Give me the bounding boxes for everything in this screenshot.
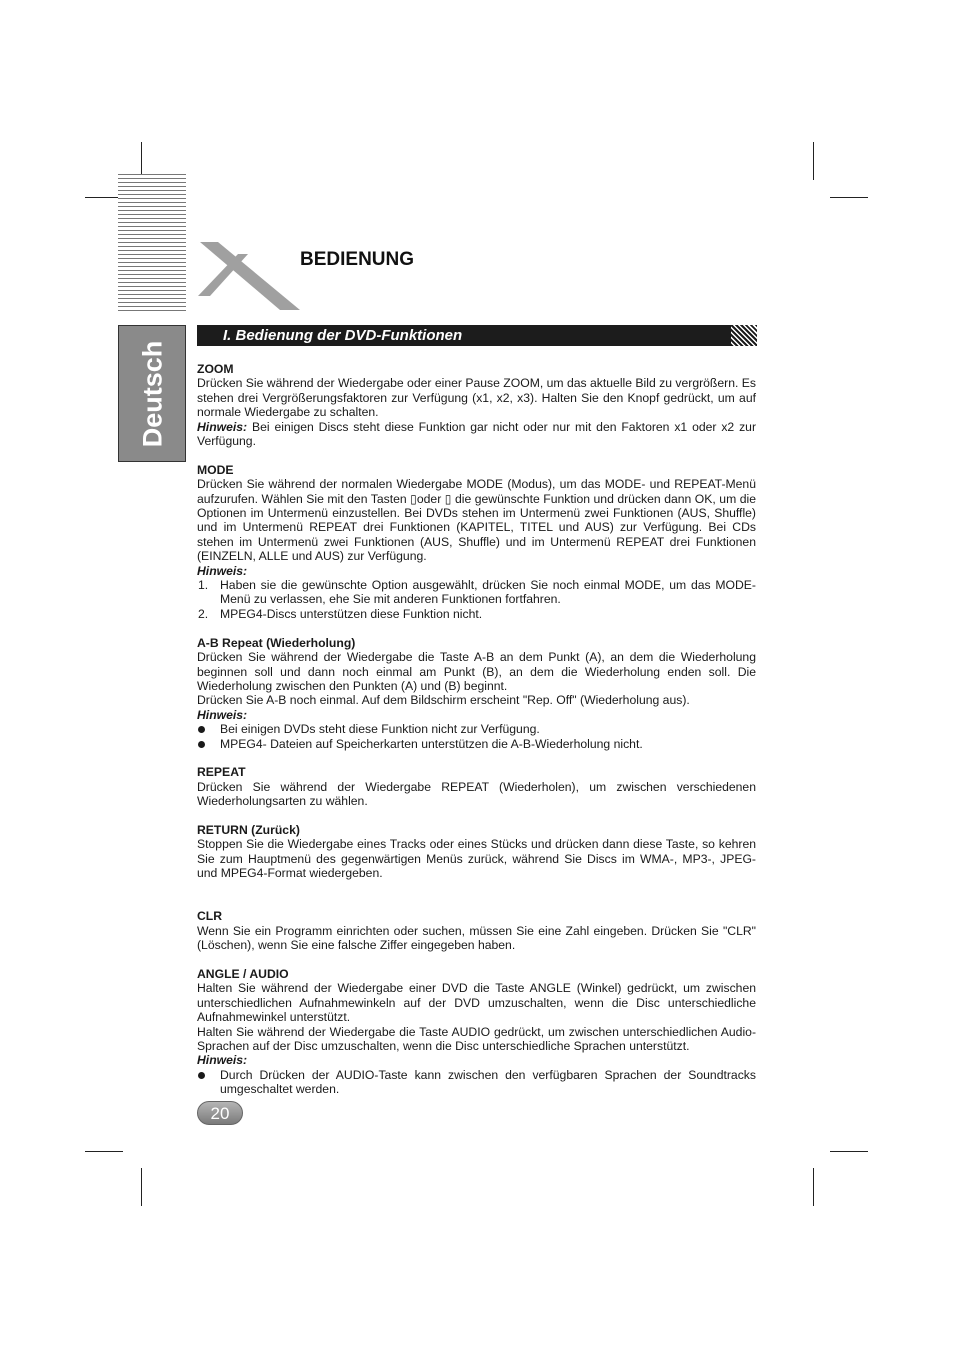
angle-audio-note-label: Hinweis: — [197, 1053, 248, 1068]
section-title: I. Bedienung der DVD-Funktionen — [223, 327, 463, 344]
ab-repeat-section — [197, 636, 756, 751]
list-item-text: Haben sie die gewünschte Option ausgewählt, drücken Sie noch einmal MODE, um das MODE-Menü zu verlassen, ehe Sie mit anderen Funktionen fortfahren. — [220, 578, 756, 607]
language-label: Deutsch — [137, 340, 168, 448]
language-tab — [118, 325, 186, 462]
mode-heading: MODE — [197, 462, 234, 477]
crop-mark — [141, 1168, 142, 1206]
bullet-icon — [198, 1072, 205, 1079]
ab-repeat-note-list — [197, 722, 756, 751]
list-item-text: MPEG4-Discs unterstützen diese Funktion nicht. — [220, 606, 483, 621]
list-item — [197, 607, 756, 621]
section-header-bar — [197, 325, 757, 346]
page-title: BEDIENUNG — [300, 249, 415, 270]
clr-heading: CLR — [197, 909, 223, 924]
brand-logo-icon — [196, 240, 300, 312]
section-hatch-decoration — [731, 325, 757, 346]
ab-repeat-heading: A-B Repeat (Wiederholung) — [197, 635, 356, 650]
list-number: 1. — [198, 578, 209, 593]
bullet-icon — [198, 741, 205, 748]
zoom-note-label: Hinweis: — [197, 419, 248, 434]
return-heading: RETURN (Zurück) — [197, 822, 300, 837]
list-item-text: MPEG4- Dateien auf Speicherkarten unterstützen die A-B-Wiederholung nicht. — [220, 736, 643, 751]
return-text: Stoppen Sie die Wiedergabe eines Tracks oder eines Stücks und drücken dann diese Taste, so kehren Sie zum Hauptmenü des gegenwärtigen Menüs zurück, während Sie Discs im WMA-, MP3-, JPEG- und MPEG4-Format wiedergeben. — [197, 837, 756, 881]
clr-text: Wenn Sie ein Programm einrichten oder suchen, müssen Sie eine Zahl eingeben. Drücken Sie "CLR" (Löschen), wenn Sie eine falsche Ziffer eingegeben haben. — [197, 923, 756, 953]
clr-section — [197, 909, 756, 952]
repeat-heading: REPEAT — [197, 765, 246, 780]
list-item-text: Bei einigen DVDs steht diese Funktion nicht zur Verfügung. — [220, 722, 540, 737]
repeat-text: Drücken Sie während der Wiedergabe REPEAT (Wiederholen), um zwischen verschiedenen Wiederholungsarten zu wählen. — [197, 779, 756, 809]
zoom-text: Drücken Sie während der Wiedergabe oder einer Pause ZOOM, um das aktuelle Bild zu vergrößern. Es stehen drei Vergrößerungsfaktoren zur Verfügung (x1, x2, x3). Halten Sie den Knopf gedrückt, um auf normale Wiedergabe zu schalten. — [197, 376, 756, 420]
ab-repeat-note-label: Hinweis: — [197, 707, 248, 722]
zoom-section — [197, 362, 756, 448]
list-item — [197, 578, 756, 607]
bullet-icon — [198, 726, 205, 733]
list-item — [197, 722, 756, 736]
page-number: 20 — [210, 1104, 230, 1123]
mode-note-label: Hinweis: — [197, 563, 248, 578]
ab-repeat-text-2: Drücken Sie A-B noch einmal. Auf dem Bildschirm erscheint "Rep. Off" (Wiederholung aus). — [197, 693, 690, 708]
ab-repeat-text: Drücken Sie während der Wiedergabe die Taste A-B an dem Punkt (A), an dem die Wiederholung beginnen soll und dann noch einmal am Punkt (B), an dem die Wiederholung enden soll. Die Wiederholung zwischen den Punkten (A) und (B) beginnt. — [197, 650, 756, 693]
crop-mark — [830, 197, 868, 198]
zoom-heading: ZOOM — [197, 362, 234, 376]
zoom-note-text: Bei einigen Discs steht diese Funktion gar nicht oder nur mit den Faktoren x1 oder x2 zur Verfügung. — [197, 419, 756, 449]
crop-mark — [85, 1151, 123, 1152]
return-section — [197, 823, 756, 881]
mode-note-list — [197, 578, 756, 621]
list-item — [197, 1068, 756, 1097]
list-number: 2. — [198, 606, 209, 621]
crop-mark — [813, 1168, 814, 1206]
angle-audio-text-2: Halten Sie während der Wiedergabe die Taste AUDIO gedrückt, um zwischen unterschiedlichen Audio-Sprachen auf der Disc umzuschalten, wenn die Disc unterschiedliche Sprachen unterstützt. — [197, 1024, 756, 1053]
mode-text: Drücken Sie während der normalen Wiedergabe MODE (Modus), um das MODE- und REPEAT-Menü aufzurufen. Wählen Sie mit den Tasten ▯oder ▯ die gewünschte Funktion und drücken dann OK, um die Optionen im Untermenü einzustellen. Bei DVDs stehen im Untermenü zwei Funktionen (AUS, Shuffle) und im Untermenü REPEAT drei Funktionen (KAPITEL, TITEL und AUS) zur Verfügung. Bei CDs stehen im Untermenü zwei Funktionen (AUS, Shuffle) und im Untermenü REPEAT drei Funktionen (EINZELN, ALLE und AUS) zur Verfügung. — [197, 477, 756, 564]
crop-mark — [830, 1151, 868, 1152]
mode-section — [197, 463, 756, 621]
list-item-text: Durch Drücken der AUDIO-Taste kann zwischen den verfügbaren Sprachen der Soundtracks umgeschaltet werden. — [220, 1067, 756, 1097]
angle-audio-text: Halten Sie während der Wiedergabe einer DVD die Taste ANGLE (Winkel) gedrückt, um zwischen unterschiedlichen Aufnahmewinkeln auf der DVD umzuschalten, wenn die Disc unterschiedliche Aufnahmewinkel unterstützt. — [197, 981, 756, 1025]
sidebar-stripes — [118, 174, 186, 312]
crop-mark — [813, 142, 814, 180]
page-number-badge — [197, 1101, 243, 1125]
list-item — [197, 737, 756, 751]
angle-audio-section — [197, 967, 756, 1097]
zoom-note — [197, 420, 756, 449]
angle-audio-heading: ANGLE / AUDIO — [197, 966, 289, 981]
manual-content — [197, 362, 756, 1097]
repeat-section — [197, 765, 756, 808]
angle-audio-note-list — [197, 1068, 756, 1097]
